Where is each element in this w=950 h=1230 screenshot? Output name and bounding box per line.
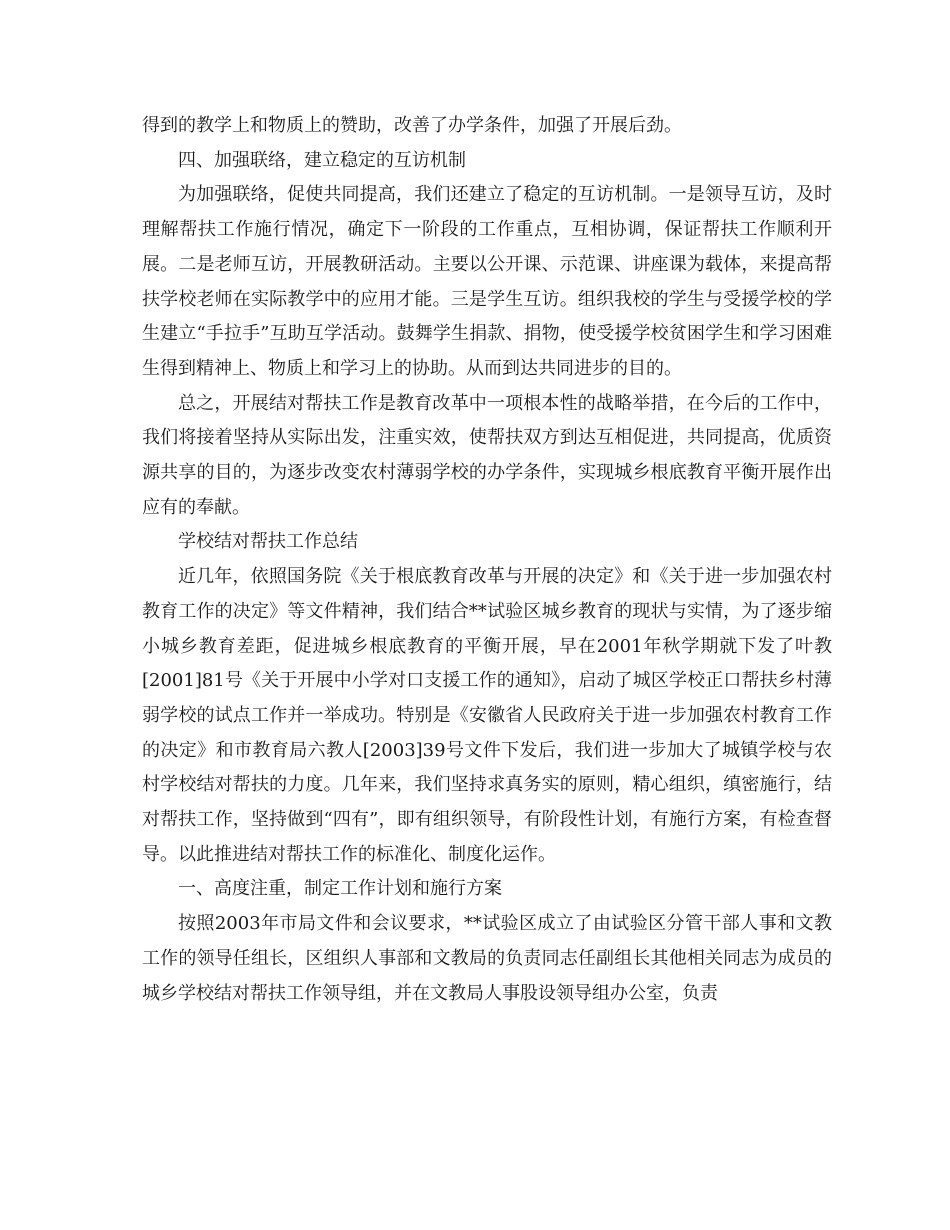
paragraph-exchange-mechanism: 为加强联络，促使共同提高，我们还建立了稳定的互访机制。一是领导互访，及时理解帮扶工作施行情况，确定下一阶段的工作重点，互相协调，保证帮扶工作顺利开展。二是老师互访，开展教研活动。主要以公开课、示范课、讲座课为载体，来提高帮扶学校老师在实际教学中的应用才能。三是学生互访。组织我校的学生与受援学校的学生建立“手拉手”互助互学活动。鼓舞学生捐款、捐物，使受援学校贫困学生和学习困难生得到精神上、物质上和学习上的协助。从而到达共同进步的目的。 (142, 184, 832, 379)
paragraph-continuation: 得到的教学上和物质上的赞助，改善了办学条件，加强了开展后劲。 (142, 115, 682, 136)
paragraph-summary: 总之，开展结对帮扶工作是教育改革中一项根本性的战略举措，在今后的工作中，我们将接着坚持从实际出发，注重实效，使帮扶双方到达互相促进，共同提高，优质资源共享的目的，为逐步改变农村薄弱学校的办学条件，实现城乡根底教育平衡开展作出应有的奉献。 (142, 392, 832, 518)
document-title: 学校结对帮扶工作总结 (178, 531, 358, 553)
document-body (142, 109, 832, 1011)
paragraph-leadership-group: 按照2003年市局文件和会议要求，**试验区成立了由试验区分管干部人事和文教工作的领导任组长，区组织人事部和文教局的负责同志任副组长其他相关同志为成员的城乡学校结对帮扶工作领导组，并在文教局人事股设领导组办公室，负责 (142, 913, 832, 1004)
section-heading-4: 四、加强联络，建立稳定的互访机制 (178, 149, 466, 171)
section-heading-1: 一、高度注重，制定工作计划和施行方案 (178, 878, 502, 900)
paragraph-intro: 近几年，依照国务院《关于根底教育改革与开展的决定》和《关于进一步加强农村教育工作的决定》等文件精神，我们结合**试验区城乡教育的现状与实情，为了逐步缩小城乡教育差距，促进城乡根底教育的平衡开展，早在2001年秋学期就下发了叶教[2001]81号《关于开展中小学对口支援工作的通知》，启动了城区学校正口帮扶乡村薄弱学校的试点工作并一举成功。特别是《安徽省人民政府关于进一步加强农村教育工作的决定》和市教育局六教人[2003]39号文件下发后，我们进一步加大了城镇学校与农村学校结对帮扶的力度。几年来，我们坚持求真务实的原则，精心组织，缜密施行，结对帮扶工作，坚持做到“四有”，即有组织领导，有阶段性计划，有施行方案，有检查督导。以此推进结对帮扶工作的标准化、制度化运作。 (142, 566, 832, 865)
